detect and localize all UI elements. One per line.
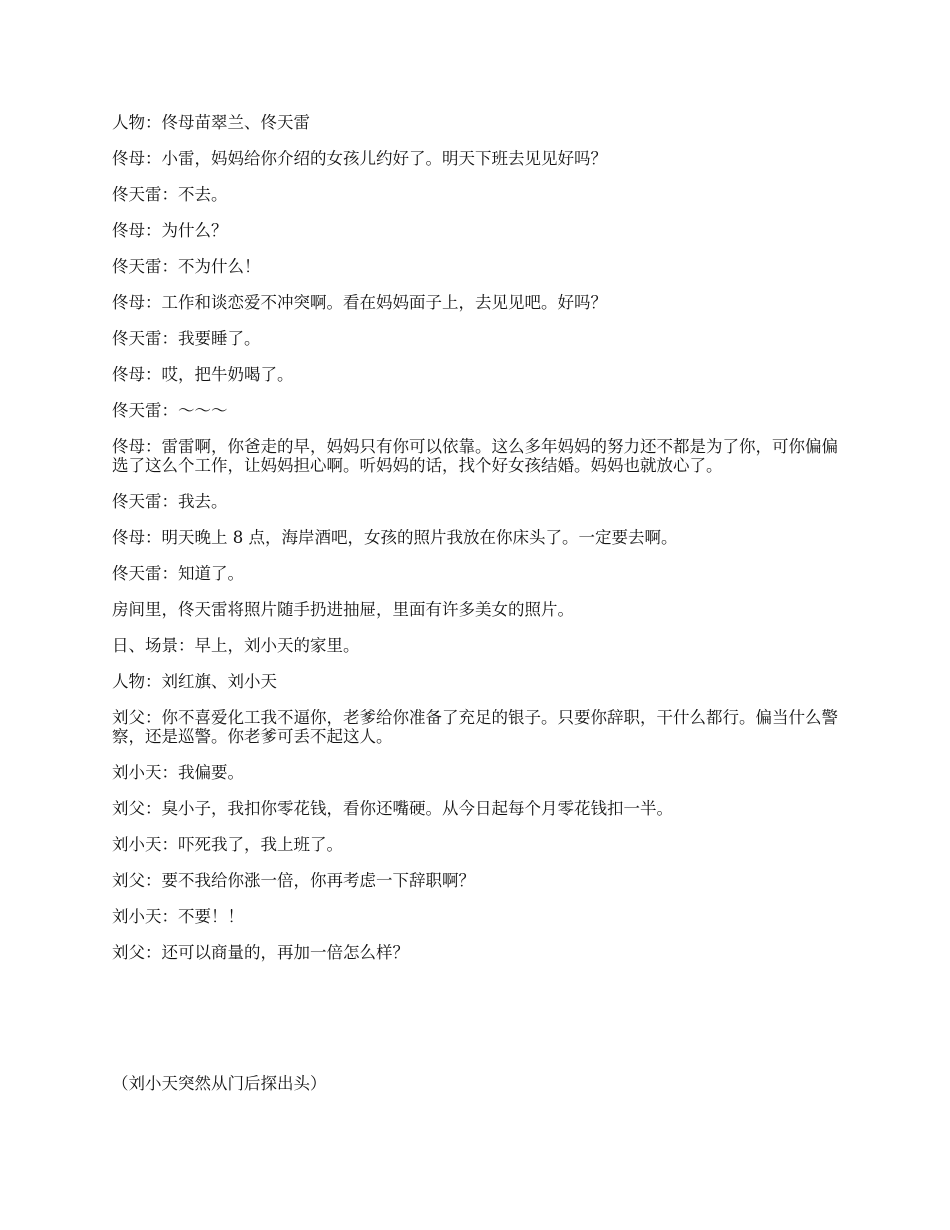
paragraph: 日、场景：早上，刘小天的家里。	[112, 636, 360, 655]
paragraph: 佟天雷：～～～	[112, 401, 228, 420]
paragraph: 刘父：臭小子，我扣你零花钱，看你还嘴硬。从今日起每个月零花钱扣一半。	[112, 799, 673, 818]
stage-direction: （刘小天突然从门后探出头）	[112, 1074, 327, 1093]
script-body	[112, 113, 842, 962]
paragraph: 刘小天：不要！！	[112, 907, 244, 926]
paragraph: 刘小天：吓死我了，我上班了。	[112, 835, 343, 854]
paragraph: 人物：佟母苗翠兰、佟天雷	[112, 113, 310, 132]
paragraph: 刘父：还可以商量的，再加一倍怎么样？	[112, 943, 409, 962]
paragraph: 刘父：要不我给你涨一倍，你再考虑一下辞职啊？	[112, 871, 475, 890]
paragraph: 佟天雷：知道了。	[112, 564, 244, 583]
paragraph: 佟母：哎，把牛奶喝了。	[112, 365, 294, 384]
paragraph: 佟母：小雷，妈妈给你介绍的女孩儿约好了。明天下班去见见好吗？	[112, 149, 607, 168]
paragraph: 佟天雷：不去。	[112, 185, 228, 204]
paragraph: 佟天雷：我去。	[112, 492, 228, 511]
paragraph: 人物：刘红旗、刘小天	[112, 672, 277, 691]
paragraph: 佟母：明天晚上 8 点，海岸酒吧，女孩的照片我放在你床头了。一定要去啊。	[112, 528, 678, 547]
paragraph: 佟天雷：我要睡了。	[112, 329, 261, 348]
paragraph: 佟母：为什么？	[112, 221, 228, 240]
paragraph: 佟母：雷雷啊，你爸走的早，妈妈只有你可以依靠。这么多年妈妈的努力还不都是为了你，可你偏偏选了这么个工作，让妈妈担心啊。听妈妈的话，找个好女孩结婚。妈妈也就放心了。	[112, 437, 838, 475]
paragraph: 佟母：工作和谈恋爱不冲突啊。看在妈妈面子上，去见见吧。好吗？	[112, 293, 607, 312]
paragraph: 佟天雷：不为什么！	[112, 257, 261, 276]
paragraph: 房间里，佟天雷将照片随手扔进抽屉，里面有许多美女的照片。	[112, 600, 574, 619]
paragraph: 刘小天：我偏要。	[112, 763, 244, 782]
paragraph: 刘父：你不喜爱化工我不逼你，老爹给你准备了充足的银子。只要你辞职，干什么都行。偏当什么警察，还是巡警。你老爹可丢不起这人。	[112, 708, 838, 746]
